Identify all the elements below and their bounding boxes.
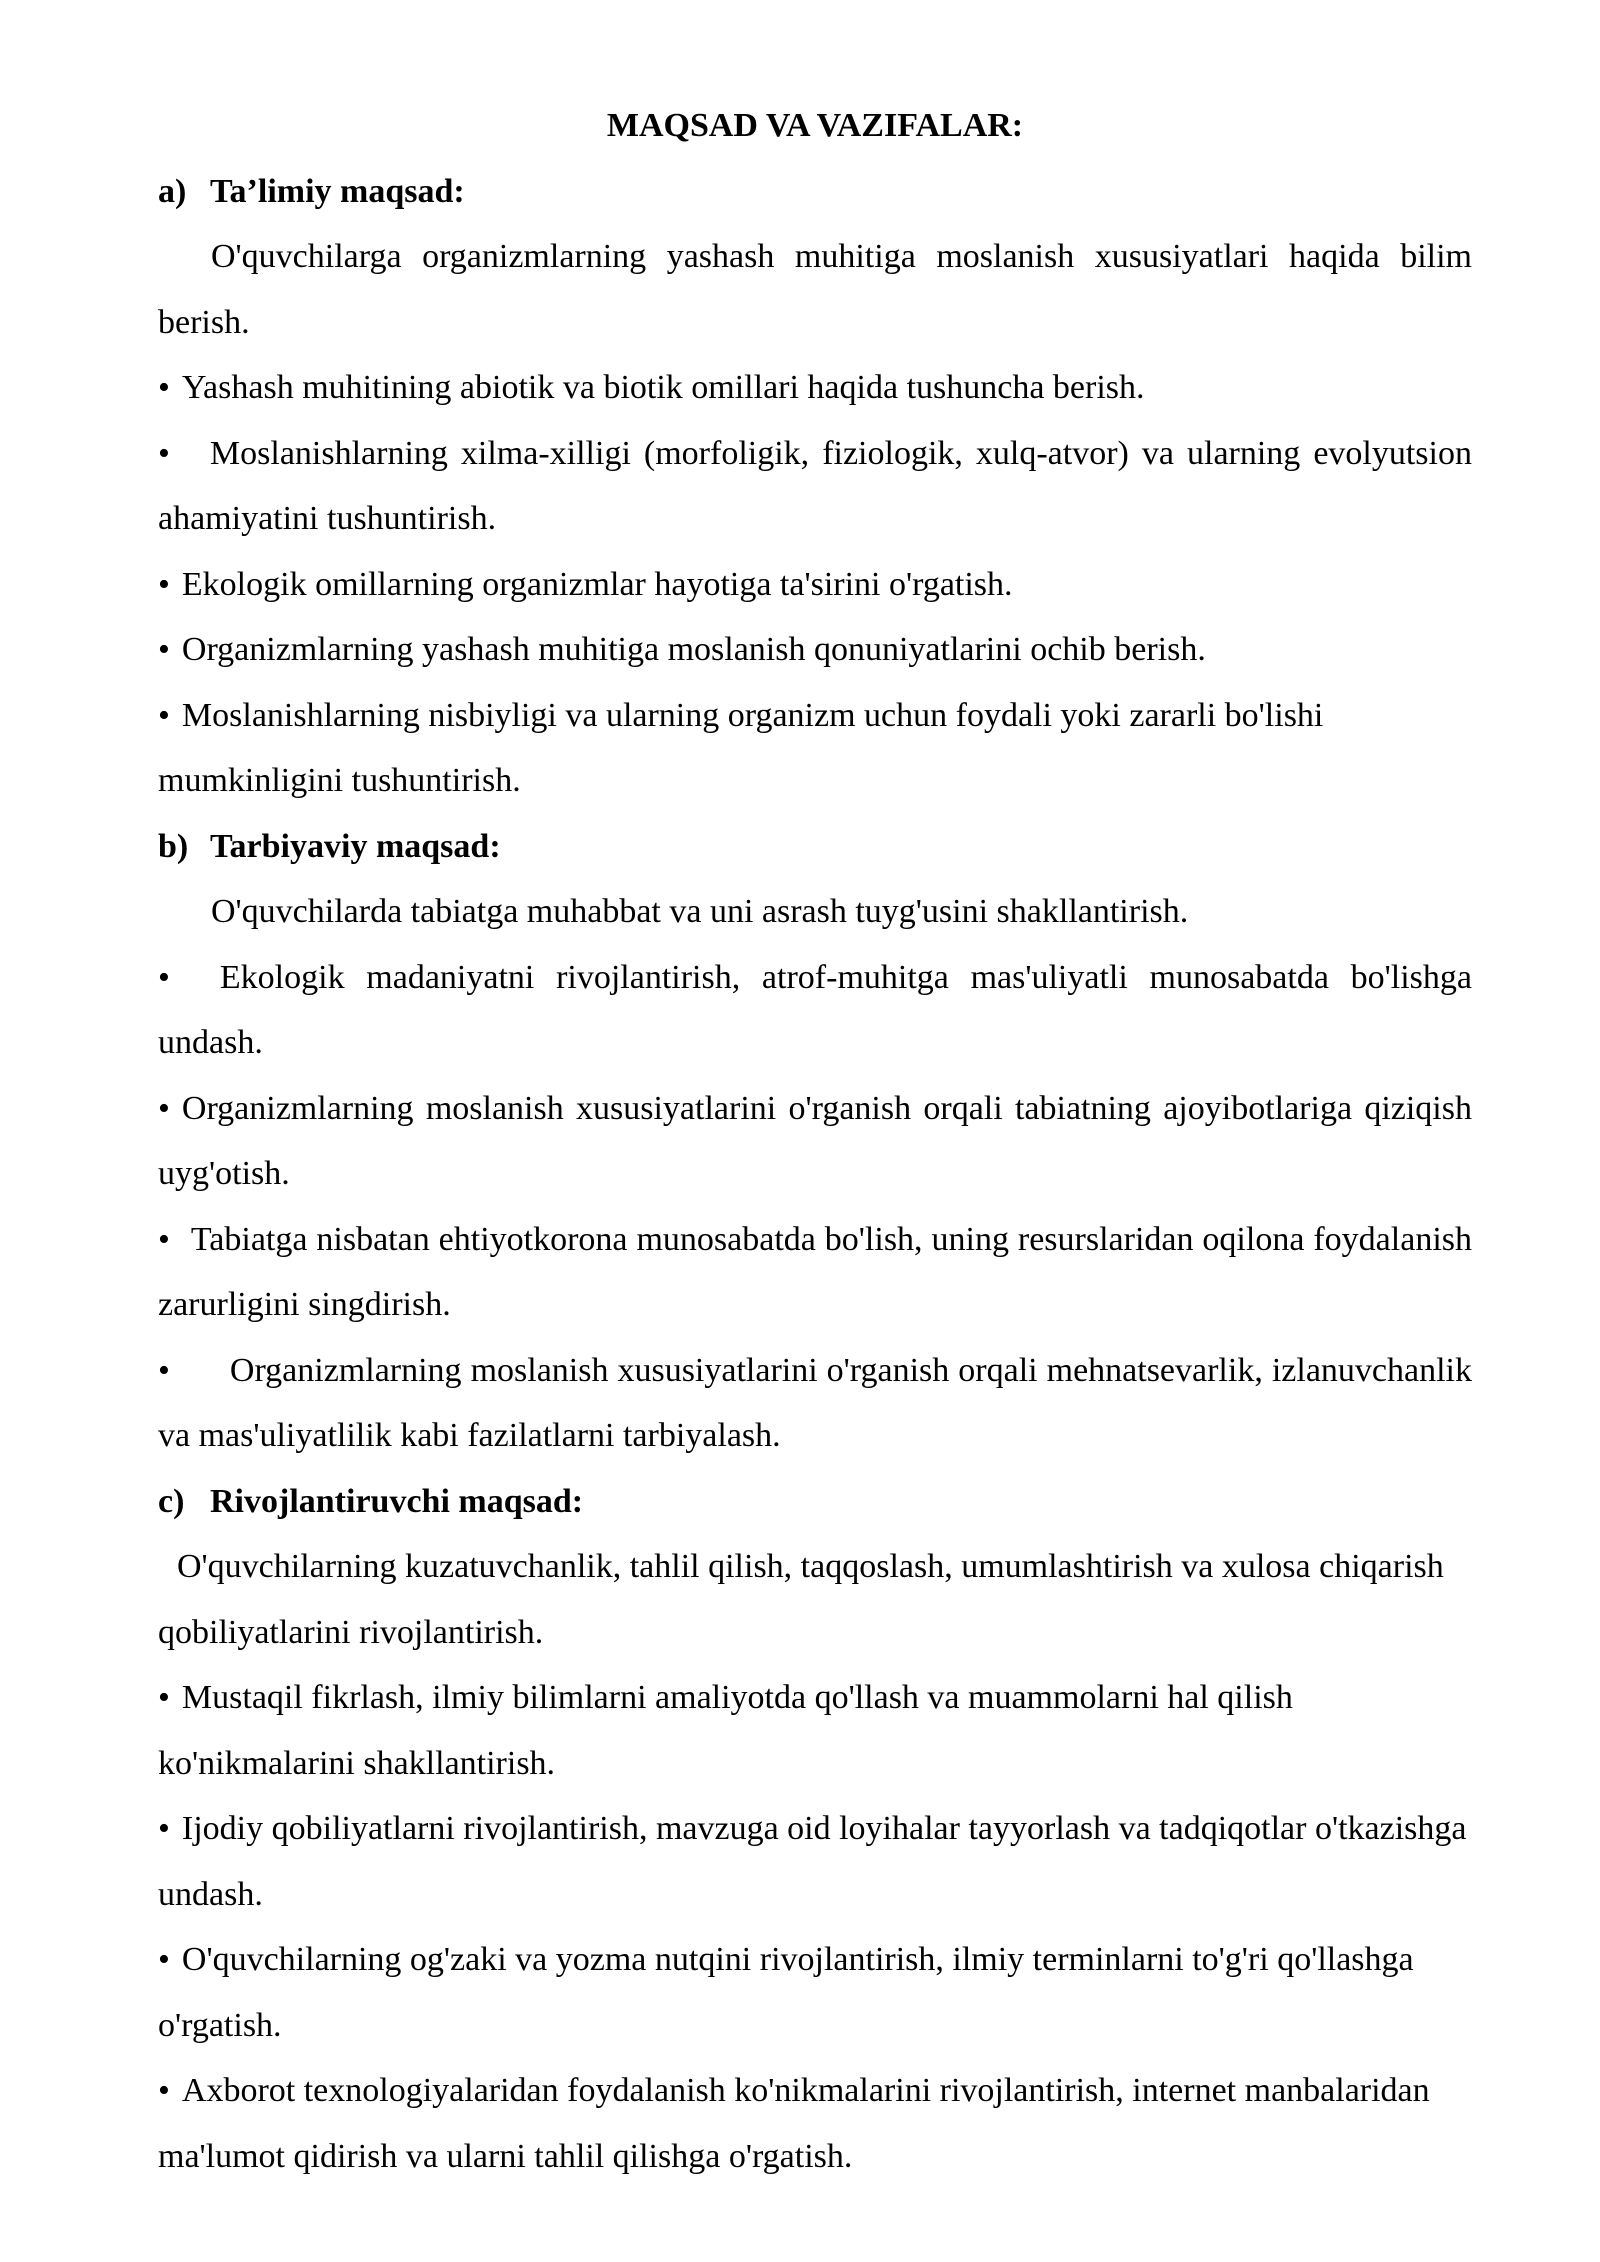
bullet-item: • Axborot texnologiyalaridan foydalanish ko'nikmalarini rivojlantirish, internet manbalaridan ma'lumot qidirish va ularni tahlil qilishga o'rgatish. [158, 2072, 1430, 2175]
bullet-icon: • [158, 369, 170, 406]
section-intro: O'quvchilarda tabiatga muhabbat va uni asrash tuyg'usini shakllantirish. [211, 893, 1189, 930]
section-heading-talimiy [158, 159, 1472, 225]
section-intro: O'quvchilarning kuzatuvchanlik, tahlil qilish, taqqoslash, umumlashtirish va xulosa chiqarish qobiliyatlarini rivojlantirish. [158, 1548, 1444, 1651]
bullet-icon: • [158, 1679, 170, 1716]
bullet-item: • Organizmlarning yashash muhitiga moslanish qonuniyatlarini ochib berish. [158, 631, 1206, 668]
bullet-item: • Mustaqil fikrlash, ilmiy bilimlarni amaliyotda qo'llash va muammolarni hal qilish ko'nikmalarini shakllantirish. [158, 1679, 1293, 1782]
bullet-icon: • [158, 434, 170, 472]
section-intro: O'quvchilarga organizmlarning yashash muhitiga moslanish xususiyatlari haqida bilim berish. [158, 238, 1472, 341]
section-title: Tarbiyaviy maqsad: [210, 827, 501, 865]
section-title: Ta’limiy maqsad: [210, 172, 465, 210]
bullet-item: • Moslanishlarning nisbiyligi va ularning organizm uchun foydali yoki zararli bo'lishi mumkinligini tushuntirish. [158, 696, 1324, 799]
section-heading-tarbiyaviy [158, 814, 1472, 880]
section-title: Rivojlantiruvchi maqsad: [210, 1482, 584, 1520]
bullet-icon: • [158, 1089, 170, 1127]
bullet-icon: • [158, 1220, 170, 1258]
section-letter: c) [158, 1482, 185, 1520]
bullet-item: • Ijodiy qobiliyatlarni rivojlantirish, mavzuga oid loyihalar tayyorlash va tadqiqotlar o'tkazishga undash. [158, 1810, 1467, 1913]
bullet-icon: • [158, 1810, 170, 1847]
section-letter: a) [158, 172, 187, 210]
bullet-item: • Ekologik madaniyatni rivojlantirish, atrof-muhitga mas'uliyatli munosabatda bo'lishga undash. [158, 958, 1472, 1061]
bullet-icon: • [158, 565, 170, 603]
bullet-item: • Organizmlarning moslanish xususiyatlarini o'rganish orqali tabiatning ajoyibotlariga qiziqish uyg'otish. [158, 1089, 1472, 1192]
section-letter: b) [158, 827, 189, 865]
bullet-item: • Yashash muhitining abiotik va biotik omillari haqida tushuncha berish. [158, 369, 1145, 406]
bullet-icon: • [158, 631, 170, 668]
page-title: MAQSAD VA VAZIFALAR: [606, 107, 1024, 144]
bullet-icon: • [158, 1941, 170, 1978]
bullet-item: • Organizmlarning moslanish xususiyatlarini o'rganish orqali mehnatsevarlik, izlanuvchanlik va mas'uliyatlilik kabi fazilatlarni tarbiyalash. [158, 1351, 1472, 1454]
bullet-item: • Moslanishlarning xilma-xilligi (morfoligik, fiziologik, xulq-atvor) va ularning evolyutsion ahamiyatini tushuntirish. [158, 434, 1472, 537]
document-page [158, 93, 1472, 2189]
bullet-item: • Ekologik omillarning organizmlar hayotiga ta'sirini o'rgatish. [158, 565, 1013, 603]
bullet-icon: • [158, 696, 170, 734]
bullet-item: • O'quvchilarning og'zaki va yozma nutqini rivojlantirish, ilmiy terminlarni to'g'ri qo'llashga o'rgatish. [158, 1941, 1414, 2044]
bullet-item: • Tabiatga nisbatan ehtiyotkorona munosabatda bo'lish, uning resurslaridan oqilona foydalanish zarurligini singdirish. [158, 1220, 1472, 1323]
bullet-icon: • [158, 1351, 170, 1389]
bullet-icon: • [158, 958, 170, 996]
bullet-icon: • [158, 2072, 170, 2109]
section-heading-rivojlantiruvchi [158, 1469, 1472, 1535]
